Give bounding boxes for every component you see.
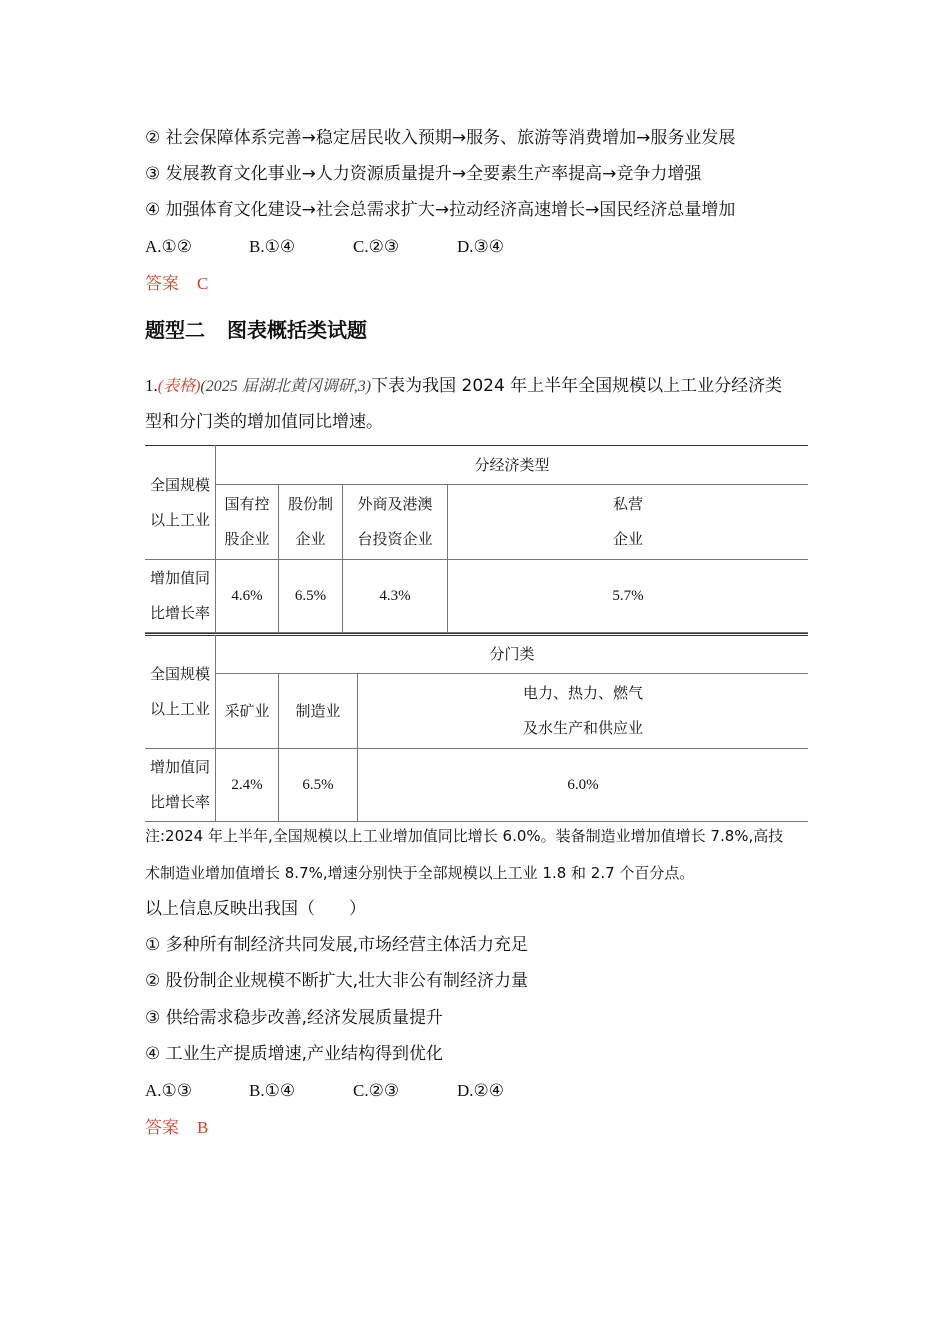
table2-col-utilities: 电力、热力、燃气 及水生产和供应业 [358,674,809,749]
answer-label: 答案 [145,274,179,294]
question-stem-line1 [145,374,782,399]
table2-col-mining: 采矿业 [216,674,279,749]
table1-value-shareholding: 6.5% [279,560,343,633]
table1-rowhead-bottom: 增加值同 比增长率 [145,560,216,633]
question-stem-text: 下表为我国 2024 年上半年全国规模以上工业分经济类 [371,376,783,396]
option-d: D.②④ [457,1081,505,1100]
option-b: B.①④ [249,237,296,256]
statement-2: ② 股份制企业规模不断扩大,壮大非公有制经济力量 [145,971,529,991]
table1-col-foreign: 外商及港澳 台投资企业 [343,485,448,560]
option-a: A.①③ [145,1081,193,1100]
statement-3: ③ 供给需求稳步改善,经济发展质量提升 [145,1008,444,1028]
table-note-line2: 术制造业增加值增长 8.7%,增速分别快于全部规模以上工业 1.8 和 2.7 个百分点。 [145,864,695,882]
table2-rowhead-top: 全国规模 以上工业 [145,636,216,749]
table1-col-private: 私营 企业 [448,485,809,560]
table1-col-state: 国有控 股企业 [216,485,279,560]
table1-value-state: 4.6% [216,560,279,633]
question-prompt: 以上信息反映出我国（ ） [145,899,366,919]
statement-1: ① 多种所有制经济共同发展,市场经营主体活力充足 [145,935,529,955]
section-title-right: 图表概括类试题 [227,318,367,342]
answer-value: B [197,1118,209,1137]
section-title [145,318,367,342]
choice-item-3: ③ 发展教育文化事业→人力资源质量提升→全要素生产率提高→竞争力增强 [145,164,702,184]
option-c: C.②③ [353,237,400,256]
table1-value-private: 5.7% [448,560,809,633]
table2-value-utilities: 6.0% [358,749,809,822]
table2-rowhead-bottom: 增加值同 比增长率 [145,749,216,822]
statement-4: ④ 工业生产提质增速,产业结构得到优化 [145,1044,444,1064]
option-a: A.①② [145,237,193,256]
answer-line [145,272,208,296]
table-industry-type [145,635,808,822]
answer-options-q1 [145,1079,561,1103]
table-note-line1: 注:2024 年上半年,全国规模以上工业增加值同比增长 6.0%。装备制造业增加值增长 7.8%,高技 [145,827,784,845]
table1-col-shareholding: 股份制 企业 [279,485,343,560]
table1-rowhead-top: 全国规模 以上工业 [145,446,216,560]
choice-item-2: ② 社会保障体系完善→稳定居民收入预期→服务、旅游等消费增加→服务业发展 [145,128,736,148]
table2-value-mining: 2.4% [216,749,279,822]
choice-item-4: ④ 加强体育文化建设→社会总需求扩大→拉动经济高速增长→国民经济总量增加 [145,200,736,220]
answer-line-q1 [145,1116,208,1140]
section-title-left: 题型二 [145,318,205,342]
question-source: (2025 届湖北黄冈调研,3) [200,378,372,395]
table2-col-manufacturing: 制造业 [279,674,358,749]
table1-value-foreign: 4.3% [343,560,448,633]
option-d: D.③④ [457,237,505,256]
table-double-rule [145,633,808,634]
answer-options [145,235,561,259]
option-b: B.①④ [249,1081,296,1100]
table-economic-type [145,445,808,633]
answer-label: 答案 [145,1118,179,1138]
question-number: 1. [145,376,158,395]
question-stem-line2: 型和分门类的增加值同比增速。 [145,412,383,432]
answer-value: C [197,274,209,293]
question-tag: (表格) [157,378,201,395]
table2-value-manufacturing: 6.5% [279,749,358,822]
table2-group-header: 分门类 [216,636,809,674]
option-c: C.②③ [353,1081,400,1100]
table1-group-header: 分经济类型 [216,446,809,485]
